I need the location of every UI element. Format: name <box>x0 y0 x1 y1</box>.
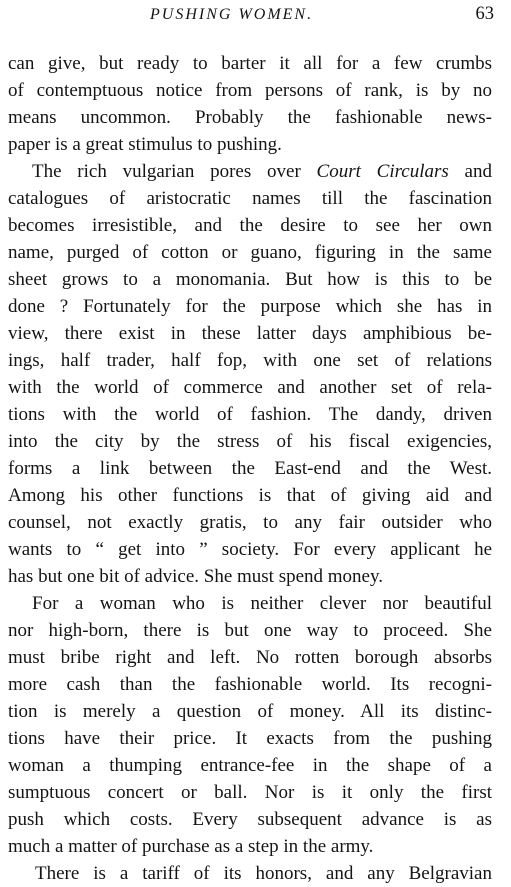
page-number: 63 <box>475 4 494 24</box>
text-line: Among his other functions is that of giving aid and <box>8 485 492 506</box>
text-line: counsel, not exactly gratis, to any fair outsider who <box>8 512 492 533</box>
text-line: There is a tariff of its honors, and any Belgravian <box>35 863 492 884</box>
running-head: PUSHING WOMEN. <box>150 6 314 23</box>
text-line: name, purged of cotton or guano, figuring in the same <box>8 242 492 263</box>
text-line: much a matter of purchase as a step in the army. <box>8 836 374 857</box>
text-line: can give, but ready to barter it all for a few crumbs <box>8 53 492 74</box>
text-line: tions have their price. It exacts from the pushing <box>8 728 492 749</box>
text-line: nor high-born, there is but one way to proceed. She <box>8 620 492 641</box>
text-line: done ? Fortunately for the purpose which she has in <box>8 296 492 317</box>
text-line: For a woman who is neither clever nor beautiful <box>32 593 492 614</box>
text-line: with the world of commerce and another set of rela- <box>8 377 492 398</box>
text-line: view, there exist in these latter days amphibious be- <box>8 323 492 344</box>
text-line: paper is a great stimulus to pushing. <box>8 134 282 155</box>
text-line: means uncommon. Probably the fashionable news- <box>8 107 492 128</box>
page-header <box>0 2 511 32</box>
text-line: woman a thumping entrance-fee in the shape of a <box>8 755 492 776</box>
text-line: The rich vulgarian pores over Court Circulars and <box>32 161 492 182</box>
text-line: catalogues of aristocratic names till the fascination <box>8 188 492 209</box>
text-line: tion is merely a question of money. All its distinc- <box>8 701 492 722</box>
text-line: ings, half trader, half fop, with one set of relations <box>8 350 492 371</box>
text-line: tions with the world of fashion. The dandy, driven <box>8 404 492 425</box>
text-line: into the city by the stress of his fiscal exigencies, <box>8 431 492 452</box>
text-line: of contemptuous notice from persons of rank, is by no <box>8 80 492 101</box>
text-line: has but one bit of advice. She must spend money. <box>8 566 384 587</box>
text-line: must bribe right and left. No rotten borough absorbs <box>8 647 492 668</box>
text-line: sumptuous concert or ball. Nor is it only the first <box>8 782 492 803</box>
text-line: forms a link between the East-end and the West. <box>8 458 492 479</box>
text-line: becomes irresistible, and the desire to see her own <box>8 215 492 236</box>
text-line: wants to “ get into ” society. For every applicant he <box>8 539 492 560</box>
italic-title: Court Circulars <box>316 161 449 182</box>
text-line: push which costs. Every subsequent advance is as <box>8 809 492 830</box>
text-line: more cash than the fashionable world. Its recogni- <box>8 674 492 695</box>
text-line: sheet grows to a monomania. But how is this to be <box>8 269 492 290</box>
